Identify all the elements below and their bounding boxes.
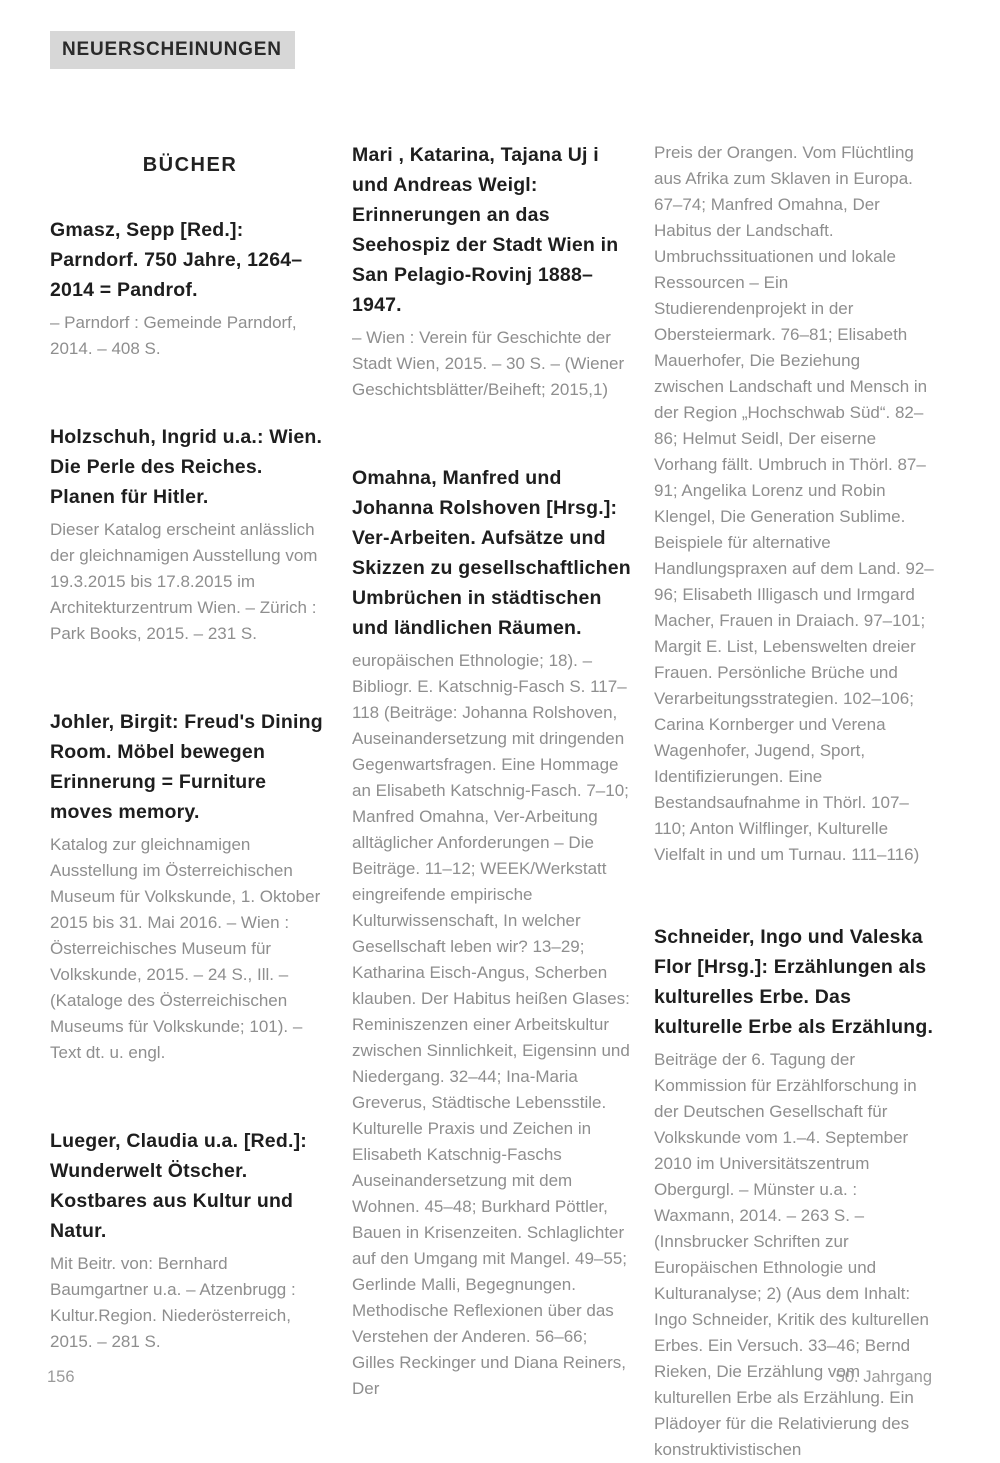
entry-details: europäischen Ethnologie; 18). – Bibliogr. E. Katschnig-Fasch S. 117–118 (Beiträge: Johanna Rolshoven, Auseinandersetzung mit dringenden Gegenwartsfragen. Eine Hommage an Elisabeth Katschnig-Fasch. 7–10; Manfred Omahna, Ver-Arbeitung alltäglicher Anforderungen – Die Beiträge. 11–12; WEEK/Werkstatt eingreifende empirische Kulturwissenschaft, In welcher Gesellschaft leben wir? 13–29; Katharina Eisch-Angus, Scherben klauben. Der Habitus heißen Glases: Reminiszenzen einer Arbeitskultur zwischen Sinnlichkeit, Eigensinn und Niedergang. 32–44; Ina-Maria Greverus, Städtische Lebensstile. Kulturelle Praxis und Zeichen in Elisabeth Katschnig-Faschs Auseinandersetzung mit dem Wohnen. 45–48; Burkhard Pöttler, Bauen in Krisenzeiten. Schlaglichter auf den Umgang mit Mangel. 49–55; Gerlinde Malli, Begegnungen. Methodische Reflexionen über das Verstehen der Anderen. 56–66; Gilles Reckinger und Diana Reiners, Der — [352, 651, 630, 1398]
entry-details: Beiträge der 6. Tagung der Kommission für Erzählforschung in der Deutschen Gesellschaft für Volkskunde vom 1.–4. September 2010 im Universitätszentrum Obergurgl. – Münster u.a. : Waxmann, 2014. – 263 S. – (Innsbrucker Schriften zur Europäischen Ethnologie und Kulturanalyse; 2) (Aus dem Inhalt: Ingo Schneider, Kritik des kulturellen Erbes. Ein Versuch. 33–46; Bernd Rieken, Die Erzählung vom kulturellen Erbe als Erzählung. Ein Plädoyer für die Relativierung des konstruktivistischen — [654, 1050, 929, 1459]
book-entry — [50, 707, 330, 1066]
entry-details: Dieser Katalog erscheint anlässlich der gleichnamigen Ausstellung vom 19.3.2015 bis 17.8.2015 im Architekturzentrum Wien. – Zürich : Park Books, 2015. – 231 S. — [50, 520, 318, 643]
book-entry — [352, 140, 632, 403]
entry-details: Katalog zur gleichnamigen Ausstellung im Österreichischen Museum für Volkskunde, 1. Oktober 2015 bis 31. Mai 2016. – Wien : Österreichisches Museum für Volkskunde, 2015. – 24 S., Ill. – (Kataloge des Österreichischen Museums für Volkskunde; 101). –Text dt. u. engl. — [50, 835, 321, 1062]
book-entry — [50, 215, 330, 362]
book-entry — [50, 1126, 330, 1355]
entry-title: Johler, Birgit: Freud's Dining Room. Möbel bewegen Erinnerung = Furniture moves memory. — [50, 711, 323, 823]
neuerscheinungen-tag: NEUERSCHEINUNGEN — [50, 31, 295, 69]
book-entry — [50, 422, 330, 647]
entry-title: Mari , Katarina, Tajana Uj i und Andreas Weigl: Erinnerungen an das Seehospiz der Stadt Wien in San Pelagio-Rovinj 1888–1947. — [352, 144, 619, 316]
entry-title: Schneider, Ingo und Valeska Flor [Hrsg.]: Erzählungen als kulturelles Erbe. Das kulturelle Erbe als Erzählung. — [654, 926, 934, 1038]
entry-title: Omahna, Manfred und Johanna Rolshoven [Hrsg.]: Ver-Arbeiten. Aufsätze und Skizzen zu gesellschaftlichen Umbrüchen in städtischen und ländlichen Räumen. — [352, 467, 631, 639]
content-columns — [50, 140, 934, 1463]
entry-title: Holzschuh, Ingrid u.a.: Wien. Die Perle des Reiches. Planen für Hitler. — [50, 426, 323, 508]
section-heading-buecher: BÜCHER — [142, 154, 238, 176]
entry-title: Gmasz, Sepp [Red.]: Parndorf. 750 Jahre, 1264–2014 = Pandrof. — [50, 219, 303, 301]
page-number: 156 — [47, 1368, 75, 1386]
entry-details: – Parndorf : Gemeinde Parndorf, 2014. – 408 S. — [50, 313, 297, 358]
entry-details: Mit Beitr. von: Bernhard Baumgartner u.a. – Atzenbrugg : Kultur.Region. Niederösterreich, 2015. – 281 S. — [50, 1254, 296, 1351]
volume-label: 50. Jahrgang — [835, 1368, 932, 1386]
book-entry — [352, 463, 632, 1402]
column-2 — [352, 140, 632, 1463]
continuation-text: Preis der Orangen. Vom Flüchtling aus Afrika zum Sklaven in Europa. 67–74; Manfred Omahna, Der Habitus der Landschaft. Umbruchssituationen und lokale Ressourcen – Ein Studierendenprojekt in der Obersteiermark. 76–81; Elisabeth Mauerhofer, Die Beziehung zwischen Landschaft und Mensch in der Region „Hochschwab Süd“. 82–86; Helmut Seidl, Der eiserne Vorhang fällt. Umbruch in Thörl. 87–91; Angelika Lorenz und Robin Klengel, Die Generation Sublime. Beispiele für alternative Handlungspraxen auf dem Land. 92–96; Elisabeth Illigasch und Irmgard Macher, Frauen in Draiach. 97–101; Margit E. List, Lebenswelten dreier Frauen. Persönliche Brüche und Verarbeitungsstrategien. 102–106; Carina Kornberger und Verena Wagenhofer, Jugend, Sport, Identifizierungen. Eine Bestandsaufnahme in Thörl. 107–110; Anton Wilflinger, Kulturelle Vielfalt in und um Turnau. 111–116) — [654, 143, 934, 864]
column-3 — [654, 140, 934, 1463]
column-1 — [50, 140, 330, 1463]
footer — [47, 1368, 932, 1387]
entry-title: Lueger, Claudia u.a. [Red.]: Wunderwelt Ötscher. Kostbares aus Kultur und Natur. — [50, 1130, 307, 1242]
entry-details: – Wien : Verein für Geschichte der Stadt Wien, 2015. – 30 S. – (Wiener Geschichtsblätter/Beiheft; 2015,1) — [352, 328, 625, 399]
